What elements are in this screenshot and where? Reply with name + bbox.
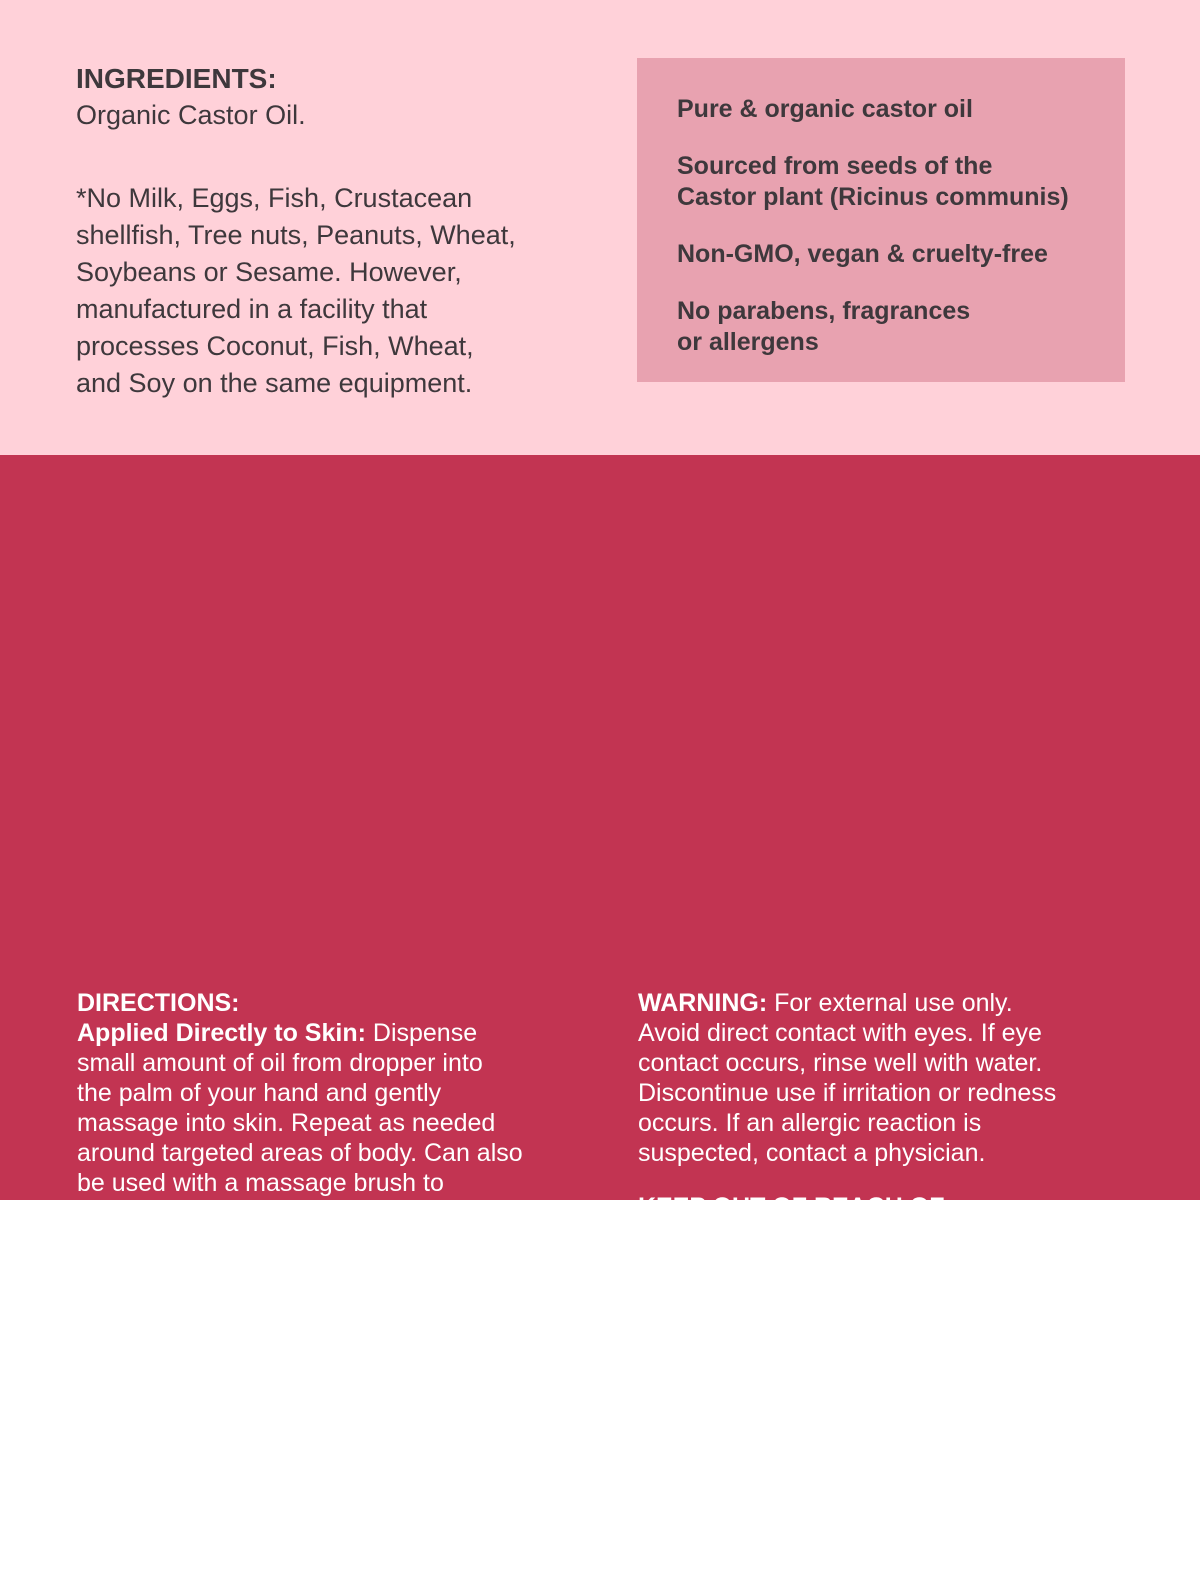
text-line: massage into skin. Repeat as needed: [77, 1109, 496, 1137]
text-line: [638, 988, 1138, 1018]
text-line: Avoid direct contact with eyes. If eye: [638, 1019, 1042, 1047]
children-lead-rest: Keep bottle tightly closed: [774, 1223, 1060, 1251]
feature-line: Castor plant (Ricinus communis): [677, 183, 1069, 211]
text-line: around targeted areas of body. Can also: [77, 1139, 523, 1167]
usage-panel: [0, 455, 1200, 1575]
allergen-line: and Soy on the same equipment.: [76, 368, 473, 398]
ingredients-panel: [0, 0, 1200, 455]
text-line: amount of oil on a mascara or liner: [77, 1487, 462, 1515]
text-line: [77, 1252, 597, 1282]
allergen-note: [76, 180, 596, 402]
text-line: oil with a tissue.: [77, 1547, 254, 1575]
feature-item: [677, 151, 1109, 213]
text-line: necessary to ensure proper coverage.: [77, 1403, 499, 1431]
text-line: small amount of oil from dropper into: [77, 1049, 483, 1077]
text-line: Discontinue use if irritation or redness: [638, 1079, 1057, 1107]
allergen-line: shellfish, Tree nuts, Peanuts, Wheat,: [76, 220, 516, 250]
text-line: brush and gently apply. Remove excess: [77, 1517, 519, 1545]
text-line: be used with a massage brush to: [77, 1169, 444, 1197]
text-line: [638, 1222, 1138, 1252]
text-line: [638, 1192, 1138, 1222]
text-line: [77, 1456, 597, 1486]
ingredients-value: Organic Castor Oil.: [76, 100, 306, 130]
feature-line: Pure & organic castor oil: [677, 95, 973, 123]
ingredients-block: [76, 60, 596, 402]
text-line: and store in a cool, dry place.: [638, 1253, 965, 1281]
allergen-line: *No Milk, Eggs, Fish, Crustacean: [76, 183, 473, 213]
feature-item: [677, 94, 1109, 125]
directions-heading: DIRECTIONS:: [77, 989, 240, 1017]
feature-line: or allergens: [677, 328, 819, 356]
directions-step-skin: [77, 988, 597, 1228]
warning-block: [638, 988, 1138, 1168]
allergen-line: manufactured in a facility that: [76, 294, 428, 324]
text-line: into hair starting with the scalp and: [77, 1343, 462, 1371]
text-line: suspected, contact a physician.: [638, 1139, 986, 1167]
text-line: [77, 1018, 597, 1048]
origin-heading: PRODUCT OF INDIA: [638, 1481, 879, 1509]
text-line: leading to the ends. Use more as: [77, 1373, 444, 1401]
step-lead: Eyebrows & Lashes:: [77, 1457, 322, 1485]
warning-lead: WARNING:: [638, 989, 768, 1017]
text-line: contact occurs, rinse well with water.: [638, 1049, 1043, 1077]
info-column: [638, 988, 1138, 1570]
distributor-heading: DISTRIBUTED BY:: [638, 1307, 855, 1335]
warning-lead-rest: For external use only.: [767, 989, 1013, 1017]
children-lead: CHILDREN.: [638, 1223, 775, 1251]
directions-column: [77, 988, 597, 1576]
distributor-email: support@m3naturals.com: [638, 1427, 925, 1455]
feature-line: No parabens, fragrances: [677, 297, 971, 325]
step-lead: Applied Directly to Skin:: [77, 1019, 366, 1047]
step-lead: Massaged into Hair:: [77, 1253, 315, 1281]
origin-line: Department of Agriculture and Food.: [638, 1541, 1042, 1569]
text-line: the palm of your hand and gently: [77, 1079, 442, 1107]
origin-block: [638, 1480, 1138, 1570]
text-line: occurs. If an allergic reaction is: [638, 1109, 982, 1137]
features-box: [637, 58, 1125, 382]
ingredients-heading: INGREDIENTS:: [76, 63, 277, 94]
text-line: palm of your hand and gently massage: [77, 1313, 508, 1341]
distributor-block: [638, 1306, 1138, 1456]
children-lead: KEEP OUT OF REACH OF: [638, 1193, 945, 1221]
origin-line: Certified Organic by Utah: [638, 1511, 919, 1539]
feature-line: Non-GMO, vegan & cruelty-free: [677, 240, 1048, 268]
allergen-line: processes Coconut, Fish, Wheat,: [76, 331, 474, 361]
distributor-line: M3 Naturals Ventures, LLC: [638, 1337, 939, 1365]
text-line: dropper directly onto scalp or into the: [77, 1283, 489, 1311]
step-lead-rest: Dispense: [365, 1019, 478, 1047]
feature-item: [677, 296, 1109, 358]
distributor-line: 239 2nd AVE. S, 2nd FLOOR: [638, 1367, 962, 1395]
directions-step-brows: [77, 1456, 597, 1576]
directions-step-hair: [77, 1252, 597, 1432]
step-lead-rest: Place a small: [321, 1457, 478, 1485]
feature-line: Sourced from seeds of the: [677, 152, 993, 180]
distributor-line: ST. PETERSBURG, FL 33701: [638, 1397, 972, 1425]
step-lead-rest: Dispense oil from: [314, 1253, 515, 1281]
text-line: enhance cleansing.: [77, 1199, 293, 1227]
feature-item: [677, 239, 1109, 270]
children-warning-block: [638, 1192, 1138, 1282]
allergen-line: Soybeans or Sesame. However,: [76, 257, 462, 287]
